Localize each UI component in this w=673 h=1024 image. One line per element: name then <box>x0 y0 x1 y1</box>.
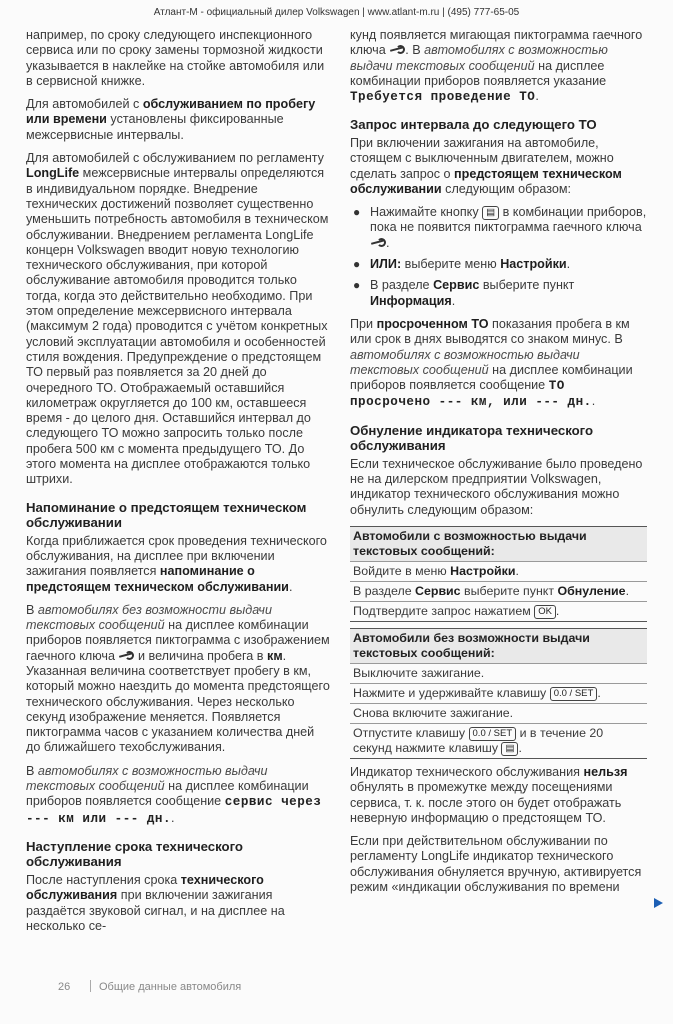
paragraph: Если техническое обслуживание было проведено не на дилерском предприятии Volkswagen, индикатор технического обслуживания можно обнулить следующим образом: <box>350 456 643 517</box>
table-header: Автомобили без возможности выдачи текстовых сообщений: <box>350 628 647 663</box>
table-row: Нажмите и удерживайте клавишу 0.0 / SET . <box>350 683 647 703</box>
table-row: Подтвердите запрос нажатием OK . <box>350 601 647 621</box>
left-column <box>26 28 330 942</box>
wrench-icon <box>118 651 134 659</box>
steps-list <box>350 205 647 309</box>
wrench-icon <box>370 238 386 246</box>
table-row: В разделе Сервис выберите пункт Обнуление. <box>350 581 647 601</box>
table-row: Выключите зажигание. <box>350 663 647 683</box>
list-item: ● Нажимайте кнопку ▤ в комбинации приборов, пока не появится пиктограмма гаечного ключа . <box>353 205 647 250</box>
page-number: 26 <box>58 981 71 993</box>
paragraph: При включении зажигания на автомобиле, стоящем с выключенным двигателем, можно сделать запрос о предстоящем техническом обслуживании следующим образом: <box>350 135 622 196</box>
paragraph: Для автомобилей с обслуживанием по пробегу или времени установлены фиксированные межсервисные интервалы. <box>26 97 316 142</box>
paragraph: Когда приближается срок проведения технического обслуживания, на дисплее при включении зажигания появляется напоминание о предстоящем техническом обслуживании. <box>26 533 327 594</box>
section-heading: Запрос интервала до следующего ТО <box>350 117 597 133</box>
display-button-icon: ▤ <box>501 742 518 756</box>
paragraph: В автомобилях с возможностью выдачи текстовых сообщений на дисплее комбинации приборов появляется сообщение сервис через --- км или --- дн.. <box>26 763 322 826</box>
reset-table-text-display <box>350 526 647 622</box>
bullet-icon: ● <box>353 278 361 293</box>
table-header: Автомобили с возможностью выдачи текстовых сообщений: <box>350 526 647 561</box>
continue-arrow-icon <box>654 898 663 908</box>
set-key-icon: 0.0 / SET <box>550 687 598 701</box>
paragraph: Для автомобилей с обслуживанием по регламенту LongLife межсервисные интервалы определяются в индивидуальном порядке. Внедрение технических достижений позволяет существенно уменьшить потребность автомобиля в техническом обслуживании. Внедрением регламента LongLife концерн Volkswagen вводит новую технологию технического обслуживания, при которой обслуживание автомобиля проводится только тогда, когда это действительно необходимо. При этом определение межсервисного интервала (максимум 2 года) проводится с учётом конкретных условий эксплуатации автомобиля и особенностей стиля вождения. Предупреждение о предстоящем ТО первый раз появляется за 20 дней до очередного ТО. Отображаемый оставшийся километраж округляется до 100 км, оставшееся время - до целого дня. Оставшийся интервал до следующего ТО можно запросить только после пробега 500 км с момента предыдущего ТО. До этого момента на дисплее отображаются только штрихи. <box>26 151 329 487</box>
table-row: Войдите в меню Настройки. <box>350 561 647 581</box>
right-column <box>350 28 647 903</box>
section-heading: Наступление срока технического обслуживания <box>26 838 243 870</box>
paragraph: При просроченном ТО показания пробега в км или срок в днях выводятся со знаком минус. В автомобилях с возможностью выдачи текстовых сообщений на дисплее комбинации приборов появляется сообщение ТО просрочено --- км, или --- дн.. <box>350 316 633 410</box>
reset-table-no-text-display <box>350 628 647 759</box>
list-item: ● ИЛИ: выберите меню Настройки. <box>353 257 571 272</box>
bullet-icon: ● <box>353 205 361 220</box>
section-heading: Обнуление индикатора технического обслуживания <box>350 422 594 454</box>
paragraph: кунд появляется мигающая пиктограмма гаечного ключа . В автомобилях с возможностью выдачи текстовых сообщений на дисплее комбинации приборов появляется указание Требуется проведение ТО. <box>350 28 643 105</box>
display-button-icon: ▤ <box>482 206 499 220</box>
set-key-icon: 0.0 / SET <box>469 727 517 741</box>
paragraph: Индикатор технического обслуживания нельзя обнулять в промежутке между посещениями сервиса, т. к. после этого он будет отображать неверную информацию о предстоящем ТО. <box>350 764 628 825</box>
page-footer <box>58 980 241 993</box>
paragraph: В автомобилях без возможности выдачи текстовых сообщений на дисплее комбинации приборов появляется пиктограмма с изображением гаечного ключа и величина пробега в км. Указанная величина соответствует пробегу в км, который можно наездить до момента предстоящего технического обслуживания. Через несколько секунд изображение меняется. Появляется пиктограмма часов с указанием количества дней до ближайшего техобслуживания. <box>26 602 330 755</box>
section-heading: Напоминание о предстоящем техническом обслуживании <box>26 499 307 531</box>
paragraph: например, по сроку следующего инспекционного сервиса или по сроку замены тормозной жидкости указывается в наклейке на стойке автомобиля или в сервисной книжке. <box>26 28 325 88</box>
footer-divider <box>90 980 91 992</box>
ok-key-icon: OK <box>534 605 556 619</box>
paragraph: После наступления срока технического обслуживания при включении зажигания раздаётся звуковой сигнал, и на дисплее на несколько се- <box>26 872 285 933</box>
table-row: Отпустите клавишу 0.0 / SET и в течение 20 секунд нажмите клавишу ▤ . <box>350 723 647 758</box>
wrench-icon <box>389 45 405 53</box>
list-item: ● В разделе Сервис выберите пункт Информация. <box>353 278 575 308</box>
page-header: Атлант-М - официальный дилер Volkswagen | www.atlant-m.ru | (495) 777-65-05 <box>153 7 520 18</box>
table-row: Снова включите зажигание. <box>350 703 647 723</box>
bullet-icon: ● <box>353 257 361 272</box>
paragraph: Если при действительном обслуживании по регламенту LongLife индикатор технического обслуживания обнуляется вручную, активируется режим «индикации обслуживания по времени <box>350 834 642 894</box>
section-title: Общие данные автомобиля <box>99 981 242 993</box>
